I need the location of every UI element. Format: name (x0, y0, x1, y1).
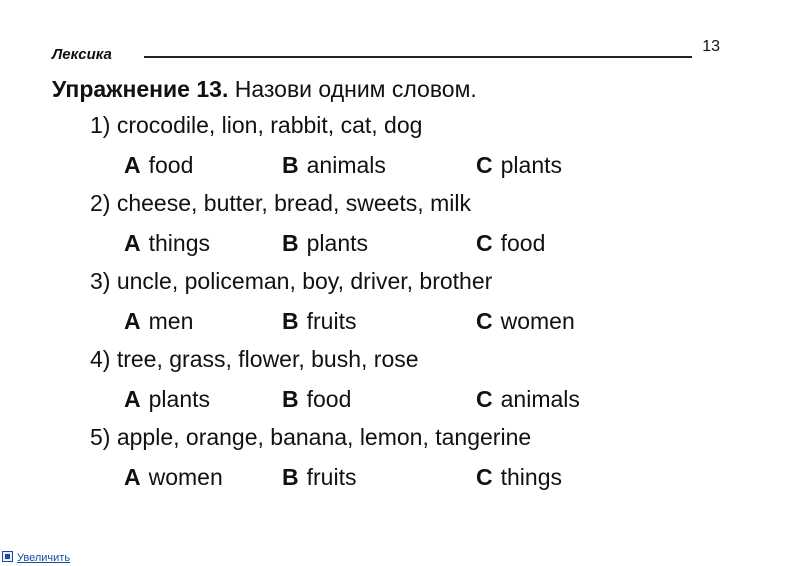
option-text: food (306, 386, 352, 412)
option-c (476, 386, 580, 413)
exercise-item (90, 424, 730, 502)
header-divider (144, 56, 692, 58)
option-letter: B (282, 308, 299, 334)
item-word-list: 3) uncle, policeman, boy, driver, brother (90, 268, 493, 294)
option-letter: A (124, 386, 141, 412)
item-word-list: 1) crocodile, lion, rabbit, cat, dog (90, 112, 423, 138)
section-title: Лексика (52, 46, 112, 63)
option-text: animals (306, 152, 386, 178)
exercise-item (90, 112, 730, 190)
zoom-link[interactable] (2, 551, 70, 564)
exercise-items (90, 112, 730, 502)
option-b (282, 308, 356, 335)
option-a (124, 464, 223, 491)
option-c (476, 152, 562, 179)
option-text: fruits (306, 308, 357, 334)
option-letter: B (282, 386, 299, 412)
option-text: plants (306, 230, 368, 256)
option-letter: C (476, 308, 493, 334)
exercise-heading (52, 76, 477, 103)
item-options (124, 230, 724, 262)
option-letter: B (282, 230, 299, 256)
option-text: women (500, 308, 575, 334)
option-a (124, 308, 193, 335)
zoom-icon[interactable] (2, 551, 13, 562)
option-c (476, 308, 575, 335)
option-letter: B (282, 152, 299, 178)
option-a (124, 152, 193, 179)
option-letter: A (124, 308, 141, 334)
option-text: women (148, 464, 223, 490)
option-c (476, 464, 562, 491)
option-text: food (148, 152, 194, 178)
exercise-item (90, 268, 730, 346)
zoom-label[interactable]: Увеличить (17, 552, 71, 564)
option-text: men (148, 308, 194, 334)
option-text: things (148, 230, 210, 256)
exercise-number: Упражнение 13. (52, 76, 229, 102)
option-letter: C (476, 464, 493, 490)
option-letter: C (476, 230, 493, 256)
option-text: plants (500, 152, 562, 178)
option-text: fruits (306, 464, 357, 490)
option-text: things (500, 464, 562, 490)
option-text: animals (500, 386, 580, 412)
option-letter: B (282, 464, 299, 490)
exercise-item (90, 346, 730, 424)
item-options (124, 386, 724, 418)
option-a (124, 230, 210, 257)
item-word-list: 2) cheese, butter, bread, sweets, milk (90, 190, 471, 216)
page-number: 13 (702, 38, 720, 55)
option-c (476, 230, 545, 257)
option-b (282, 386, 351, 413)
option-letter: C (476, 152, 493, 178)
option-letter: A (124, 152, 141, 178)
option-letter: A (124, 464, 141, 490)
item-word-list: 5) apple, orange, banana, lemon, tangerine (90, 424, 532, 450)
item-options (124, 464, 724, 496)
item-options (124, 308, 724, 340)
item-word-list: 4) tree, grass, flower, bush, rose (90, 346, 419, 372)
option-text: food (500, 230, 546, 256)
exercise-item (90, 190, 730, 268)
option-a (124, 386, 210, 413)
option-b (282, 464, 356, 491)
option-letter: A (124, 230, 141, 256)
option-b (282, 152, 386, 179)
item-options (124, 152, 724, 184)
option-b (282, 230, 368, 257)
option-letter: C (476, 386, 493, 412)
page-header (52, 38, 724, 66)
option-text: plants (148, 386, 210, 412)
exercise-instruction: Назови одним словом. (234, 76, 477, 102)
